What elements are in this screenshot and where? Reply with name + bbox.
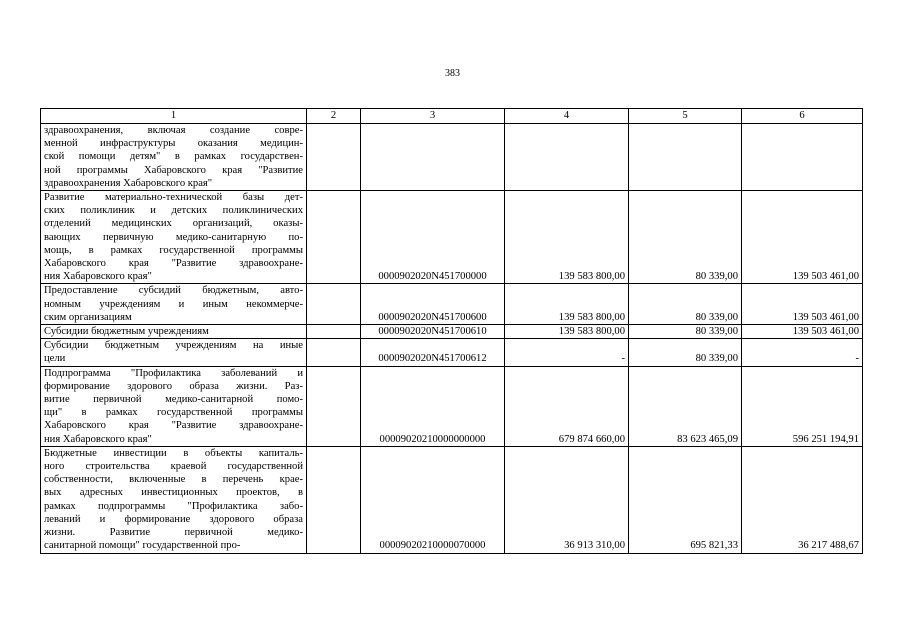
description-line: здравоохранения Хабаровского края" — [44, 177, 213, 189]
row-col2-value — [307, 191, 361, 284]
row-code: 00009020210000000000 — [361, 366, 505, 446]
row-description — [41, 191, 307, 284]
description-line: Предоставление субсидий бюджетным, авто- — [44, 285, 303, 297]
row-description — [41, 446, 307, 553]
row-description — [41, 339, 307, 366]
header-cell-col4: 4 — [505, 109, 629, 124]
row-code: 0000902020N451700612 — [361, 339, 505, 366]
description-line: ния Хабаровского края" — [44, 271, 152, 283]
description-line: Бюджетные инвестиции в объекты капиталь- — [44, 447, 303, 459]
row-col6-value: - — [742, 339, 863, 366]
description-line: Хабаровского края "Развитие здравоохране- — [44, 420, 303, 432]
table-row — [41, 339, 863, 366]
row-col2-value — [307, 366, 361, 446]
description-line: цели — [44, 353, 66, 365]
row-description — [41, 366, 307, 446]
row-col4-value: 139 583 800,00 — [505, 284, 629, 325]
description-line: ских поликлиник и детских поликлинических — [44, 205, 303, 217]
description-line: собственности, включенные в перечень крае- — [44, 474, 303, 486]
row-col5-value: 80 339,00 — [629, 191, 742, 284]
row-col6-value: 139 503 461,00 — [742, 284, 863, 325]
header-cell-col1: 1 — [41, 109, 307, 124]
table-row — [41, 366, 863, 446]
row-col5-value: 80 339,00 — [629, 339, 742, 366]
row-col2-value — [307, 124, 361, 191]
table-row — [41, 124, 863, 191]
table-row — [41, 191, 863, 284]
row-description — [41, 284, 307, 325]
page-number: 383 — [445, 68, 460, 79]
description-line: щи" в рамках государственной программы — [44, 407, 303, 419]
row-code: 0000902020N451700610 — [361, 325, 505, 339]
description-line: отделений медицинских организаций, оказы- — [44, 218, 303, 230]
row-description — [41, 325, 307, 339]
row-col6-value: 139 503 461,00 — [742, 325, 863, 339]
row-col4-value — [505, 124, 629, 191]
description-line: вых адресных инвестиционных проектов, в — [44, 487, 303, 499]
row-col5-value — [629, 124, 742, 191]
row-col6-value: 139 503 461,00 — [742, 191, 863, 284]
description-line: санитарной помощи" государственной про- — [44, 540, 241, 552]
description-line: Развитие материально-технической базы дет- — [44, 192, 303, 204]
description-line: ской помощи детям" в рамках государствен- — [44, 151, 303, 163]
row-col6-value: 596 251 194,91 — [742, 366, 863, 446]
row-col5-value: 83 623 465,09 — [629, 366, 742, 446]
row-col2-value — [307, 446, 361, 553]
row-col6-value — [742, 124, 863, 191]
row-col5-value: 695 821,33 — [629, 446, 742, 553]
table-row — [41, 325, 863, 339]
row-col4-value: 679 874 660,00 — [505, 366, 629, 446]
table-header-row — [41, 109, 863, 124]
header-cell-col6: 6 — [742, 109, 863, 124]
description-line: рамках подпрограммы "Профилактика забо- — [44, 500, 303, 512]
row-col4-value: 139 583 800,00 — [505, 325, 629, 339]
budget-table — [40, 108, 863, 554]
row-code: 0000902020N451700000 — [361, 191, 505, 284]
description-line: ного строительства краевой государственной — [44, 461, 303, 473]
description-line: мощь, в рамках государственной программы — [44, 244, 303, 256]
description-line: Субсидии бюджетным учреждениям на иные — [44, 340, 303, 352]
row-col2-value — [307, 284, 361, 325]
description-line: Хабаровского края "Развитие здравоохране- — [44, 258, 303, 270]
description-line: вающих первичную медико-санитарную по- — [44, 231, 303, 243]
description-line: формирование здорового образа жизни. Раз- — [44, 380, 303, 392]
description-line: ским организациям — [44, 311, 132, 323]
description-line: жизни. Развитие первичной медико- — [44, 527, 303, 539]
header-cell-col2: 2 — [307, 109, 361, 124]
row-col2-value — [307, 325, 361, 339]
description-line: леваний и формирование здорового образа — [44, 513, 303, 525]
description-line: ния Хабаровского края" — [44, 433, 152, 445]
row-col4-value: 139 583 800,00 — [505, 191, 629, 284]
row-description — [41, 124, 307, 191]
row-code: 0000902020N451700600 — [361, 284, 505, 325]
table-body — [41, 109, 863, 554]
description-line: номным учреждениям и иным некоммерче- — [44, 298, 303, 310]
row-col2-value — [307, 339, 361, 366]
table-row — [41, 446, 863, 553]
description-line: Субсидии бюджетным учреждениям — [44, 326, 209, 338]
table-row — [41, 284, 863, 325]
description-line: здравоохранения, включая создание совре- — [44, 125, 303, 136]
description-line: ной программы Хабаровского края "Развитие — [44, 164, 303, 176]
row-col4-value: 36 913 310,00 — [505, 446, 629, 553]
header-cell-col3: 3 — [361, 109, 505, 124]
row-col5-value: 80 339,00 — [629, 284, 742, 325]
header-cell-col5: 5 — [629, 109, 742, 124]
description-line: менной инфраструктуры оказания медицин- — [44, 138, 303, 150]
row-code — [361, 124, 505, 191]
row-col4-value: - — [505, 339, 629, 366]
row-col6-value: 36 217 488,67 — [742, 446, 863, 553]
row-code: 00009020210000070000 — [361, 446, 505, 553]
description-line: Подпрограмма "Профилактика заболеваний и — [44, 367, 303, 379]
row-col5-value: 80 339,00 — [629, 325, 742, 339]
description-line: витие первичной медико-санитарной помо- — [44, 394, 303, 406]
